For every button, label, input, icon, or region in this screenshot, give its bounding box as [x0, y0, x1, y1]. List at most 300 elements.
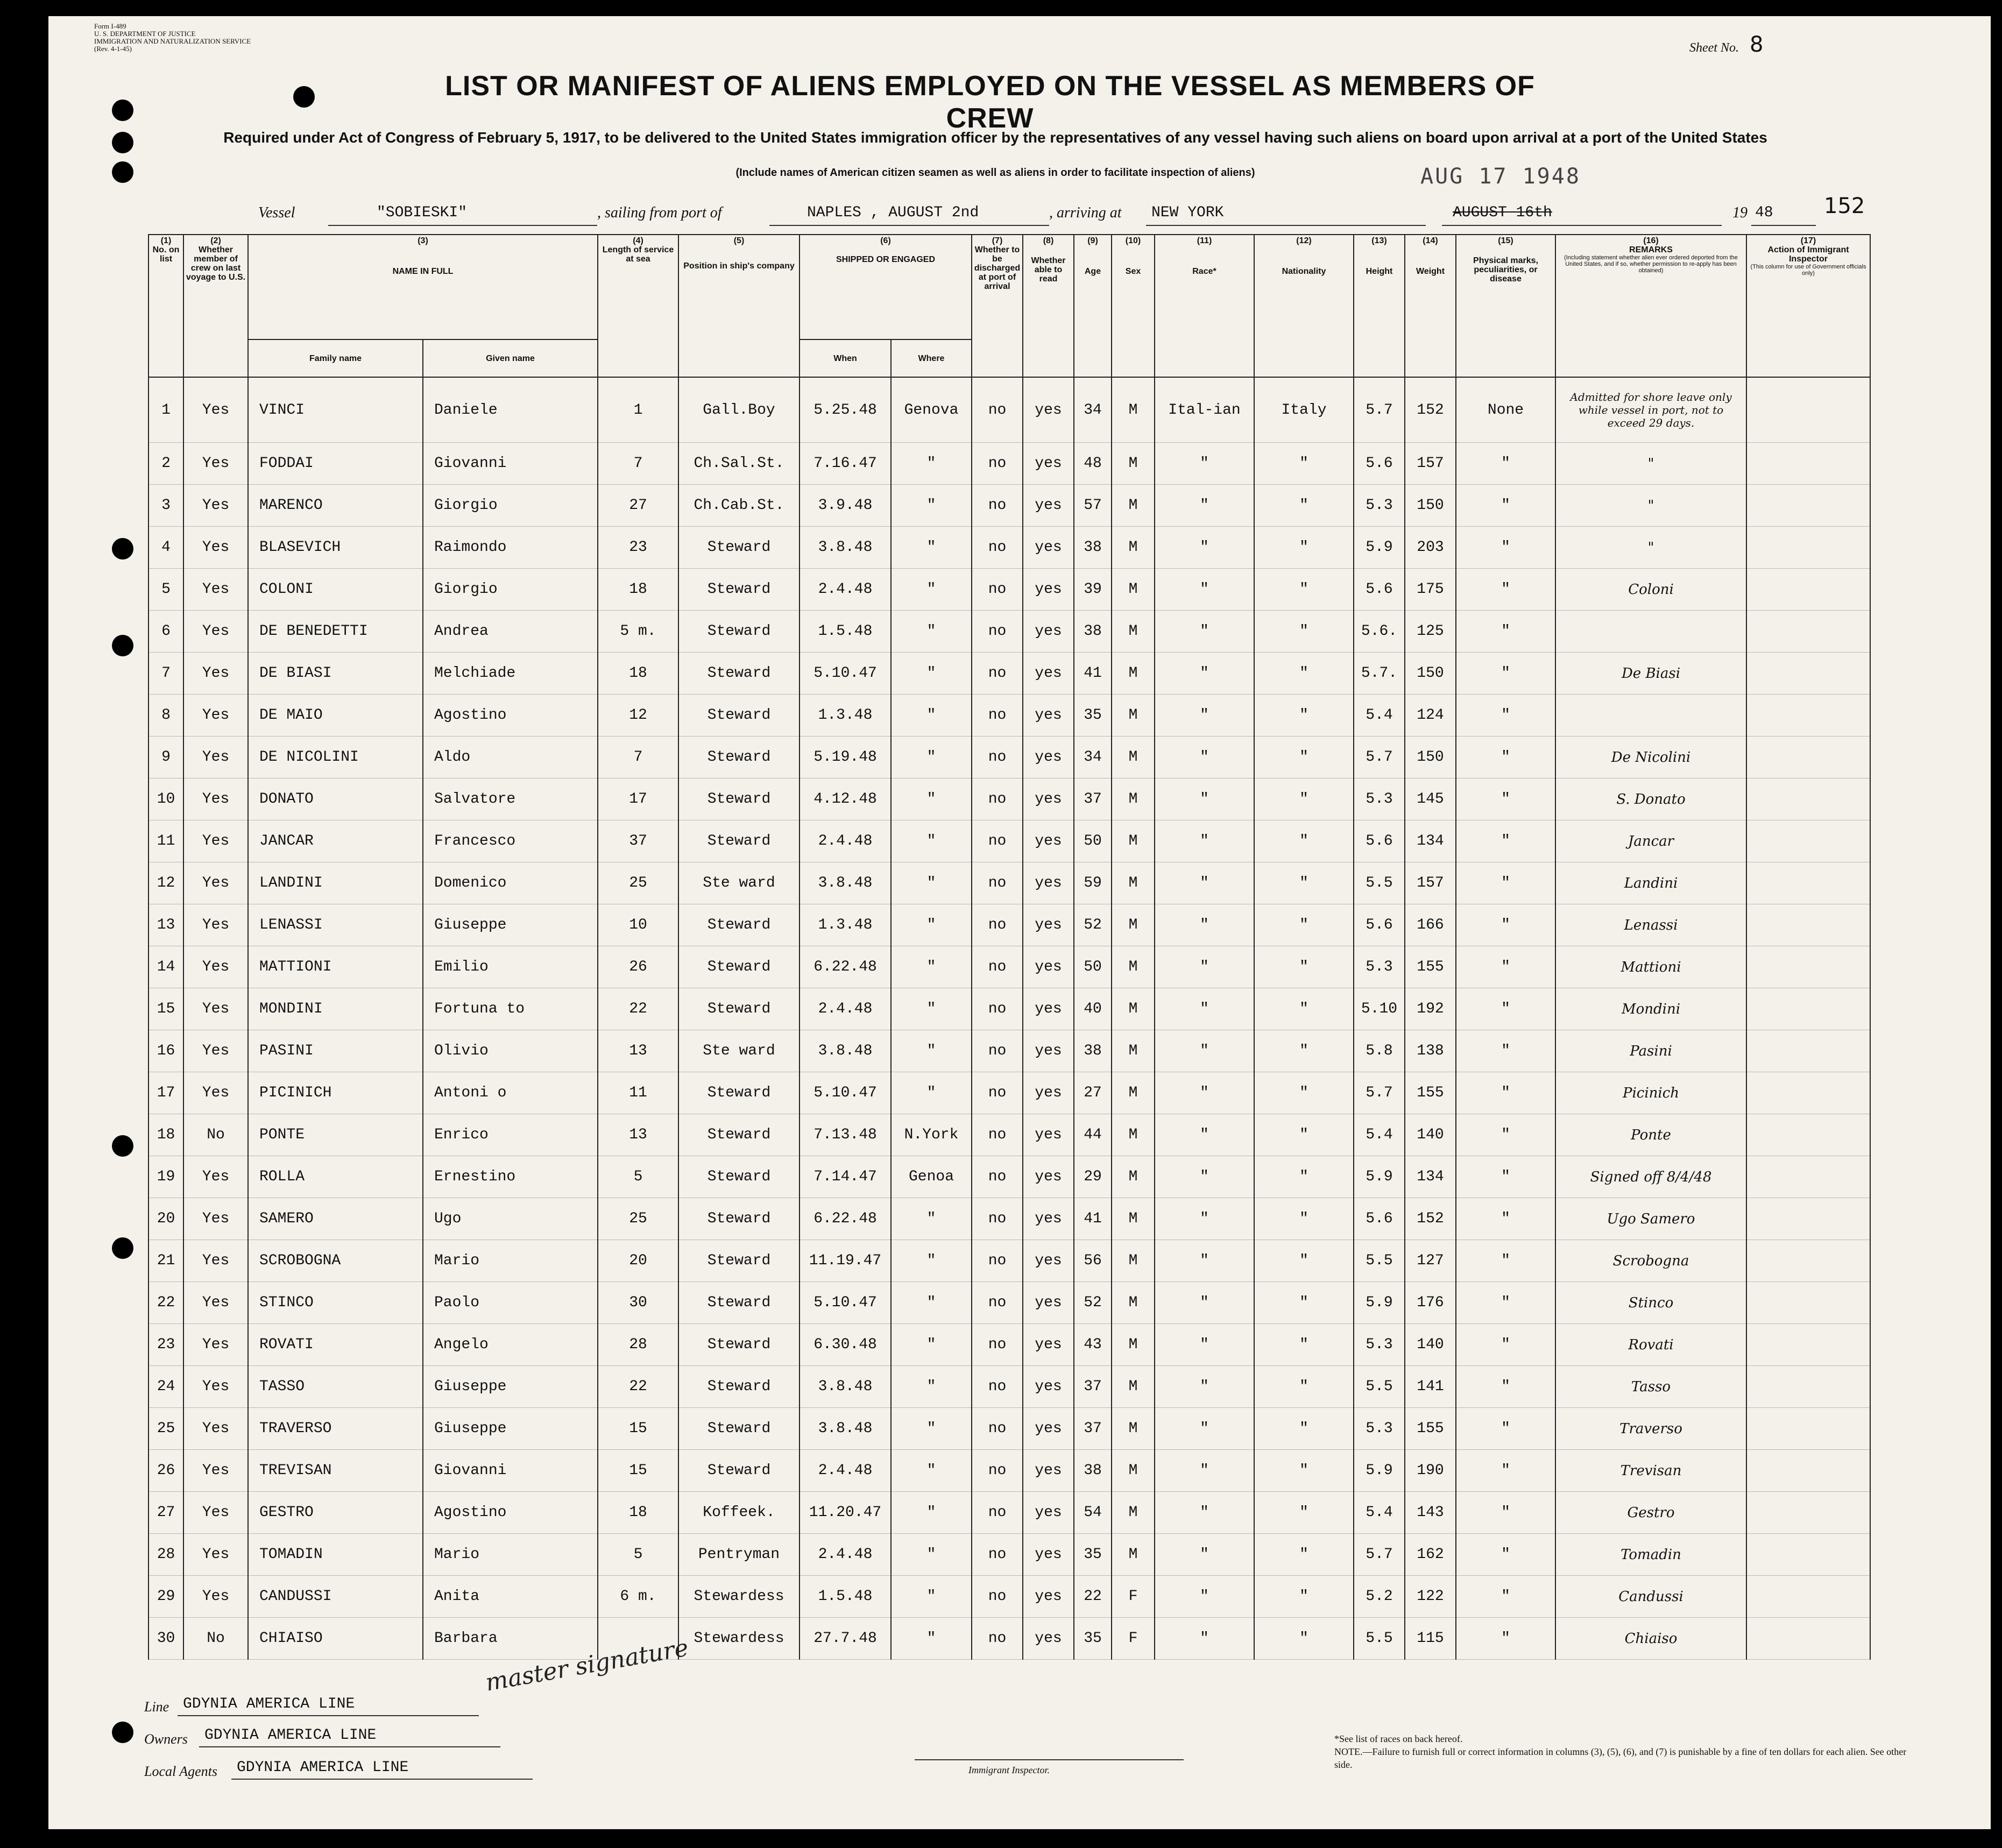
cell-age: 52 — [1074, 904, 1112, 946]
cell-where: " — [891, 443, 972, 485]
arriving-underline — [1146, 225, 1426, 226]
cell-service: 25 — [598, 862, 678, 904]
cell-remarks: Tasso — [1555, 1366, 1746, 1408]
col-age — [1074, 235, 1112, 377]
cell-nat: " — [1254, 904, 1354, 946]
cell-given: Giorgio — [423, 569, 598, 611]
punch-hole — [112, 1135, 133, 1157]
cell-service: 28 — [598, 1324, 678, 1366]
cell-weight: 157 — [1405, 443, 1456, 485]
cell-crew: Yes — [183, 527, 248, 569]
cell-when: 4.12.48 — [800, 778, 891, 820]
col-weight-num: (14) — [1423, 236, 1438, 245]
cell-marks: " — [1456, 1324, 1555, 1366]
cell-nat: " — [1254, 862, 1354, 904]
cell-weight: 190 — [1405, 1450, 1456, 1492]
revision: (Rev. 4-1-45) — [94, 45, 132, 53]
col-marks — [1456, 235, 1555, 377]
cell-position: Stewardess — [678, 1618, 800, 1660]
cell-service: 7 — [598, 737, 678, 778]
cell-disch: no — [972, 1408, 1023, 1450]
cell-weight: 176 — [1405, 1282, 1456, 1324]
cell-no: 14 — [148, 946, 183, 988]
cell-disch: no — [972, 1576, 1023, 1618]
cell-when: 2.4.48 — [800, 820, 891, 862]
cell-position: Steward — [678, 737, 800, 778]
cell-family: PICINICH — [248, 1072, 423, 1114]
cell-position: Steward — [678, 1240, 800, 1282]
cell-read: yes — [1023, 1114, 1074, 1156]
cell-no: 16 — [148, 1030, 183, 1072]
cell-where: " — [891, 1198, 972, 1240]
cell-height: 5.2 — [1354, 1576, 1405, 1618]
cell-when: 27.7.48 — [800, 1618, 891, 1660]
table-row — [148, 1408, 1870, 1450]
cell-position: Ste ward — [678, 862, 800, 904]
cell-where: " — [891, 904, 972, 946]
col-name-label: NAME IN FULL — [392, 267, 454, 276]
cell-remarks: Ugo Samero — [1555, 1198, 1746, 1240]
cell-crew: Yes — [183, 737, 248, 778]
cell-remarks — [1555, 611, 1746, 653]
cell-marks: " — [1456, 1114, 1555, 1156]
cell-no: 20 — [148, 1198, 183, 1240]
col-position-num: (5) — [733, 236, 745, 245]
cell-race: " — [1155, 737, 1254, 778]
cell-nat: " — [1254, 1198, 1354, 1240]
cell-nat: " — [1254, 1450, 1354, 1492]
cell-given: Raimondo — [423, 527, 598, 569]
arriving-port: NEW YORK — [1151, 204, 1224, 221]
cell-crew: Yes — [183, 820, 248, 862]
cell-height: 5.3 — [1354, 1408, 1405, 1450]
cell-read: yes — [1023, 485, 1074, 527]
cell-family: SAMERO — [248, 1198, 423, 1240]
cell-given: Giovanni — [423, 1450, 598, 1492]
cell-crew: No — [183, 1114, 248, 1156]
cell-remarks: S. Donato — [1555, 778, 1746, 820]
col-marks-num: (15) — [1498, 236, 1513, 245]
cell-crew: Yes — [183, 1240, 248, 1282]
cell-crew: Yes — [183, 1408, 248, 1450]
cell-read: yes — [1023, 1618, 1074, 1660]
cell-service: 22 — [598, 1366, 678, 1408]
cell-read: yes — [1023, 1198, 1074, 1240]
cell-height: 5.5 — [1354, 1366, 1405, 1408]
cell-weight: 143 — [1405, 1492, 1456, 1534]
cell-race: " — [1155, 611, 1254, 653]
cell-marks: " — [1456, 737, 1555, 778]
cell-age: 22 — [1074, 1576, 1112, 1618]
cell-race: " — [1155, 653, 1254, 695]
cell-sex: M — [1112, 485, 1155, 527]
cell-no: 11 — [148, 820, 183, 862]
cell-where: " — [891, 988, 972, 1030]
cell-service: 22 — [598, 988, 678, 1030]
cell-weight: 175 — [1405, 569, 1456, 611]
cell-remarks: De Nicolini — [1555, 737, 1746, 778]
cell-given: Andrea — [423, 611, 598, 653]
cell-no: 24 — [148, 1366, 183, 1408]
table-row — [148, 946, 1870, 988]
footnote-races: *See list of races on back hereof. — [1334, 1733, 1463, 1744]
cell-disch: no — [972, 1030, 1023, 1072]
table-row — [148, 737, 1870, 778]
cell-marks: " — [1456, 443, 1555, 485]
col-no-label: No. on list — [152, 245, 180, 264]
cell-age: 37 — [1074, 1366, 1112, 1408]
cell-age: 37 — [1074, 778, 1112, 820]
cell-disch: no — [972, 1450, 1023, 1492]
cell-race: " — [1155, 569, 1254, 611]
col-shipped — [800, 235, 972, 339]
cell-given: Francesco — [423, 820, 598, 862]
cell-sex: M — [1112, 443, 1155, 485]
cell-where: " — [891, 1366, 972, 1408]
cell-age: 29 — [1074, 1156, 1112, 1198]
cell-where: " — [891, 485, 972, 527]
cell-family: DE BENEDETTI — [248, 611, 423, 653]
cell-race: " — [1155, 1618, 1254, 1660]
cell-height: 5.4 — [1354, 1492, 1405, 1534]
cell-given: Enrico — [423, 1114, 598, 1156]
table-row — [148, 611, 1870, 653]
cell-crew: No — [183, 1618, 248, 1660]
cell-crew: Yes — [183, 1198, 248, 1240]
cell-height: 5.8 — [1354, 1030, 1405, 1072]
col-name — [248, 235, 598, 339]
col-crew-num: (2) — [210, 236, 221, 245]
vessel-underline — [328, 225, 597, 226]
cell-age: 34 — [1074, 377, 1112, 443]
cell-given: Giorgio — [423, 485, 598, 527]
vessel-name: "SOBIESKI" — [377, 204, 468, 221]
cell-sex: F — [1112, 1618, 1155, 1660]
cell-service: 6 m. — [598, 1576, 678, 1618]
cell-remarks: Scrobogna — [1555, 1240, 1746, 1282]
col-height-num: (13) — [1371, 236, 1387, 245]
cell-crew: Yes — [183, 1450, 248, 1492]
cell-nat: Italy — [1254, 377, 1354, 443]
line-label: Line — [144, 1699, 169, 1715]
cell-disch: no — [972, 1492, 1023, 1534]
cell-action — [1746, 904, 1870, 946]
col-position-label: Position in ship's company — [683, 261, 795, 271]
sheet-value: 8 — [1749, 32, 1764, 57]
cell-race: Ital-ian — [1155, 377, 1254, 443]
cell-where: " — [891, 1240, 972, 1282]
cell-weight: 140 — [1405, 1324, 1456, 1366]
cell-crew: Yes — [183, 1492, 248, 1534]
cell-position: Steward — [678, 1324, 800, 1366]
cell-family: TRAVERSO — [248, 1408, 423, 1450]
cell-crew: Yes — [183, 1534, 248, 1576]
cell-action — [1746, 1198, 1870, 1240]
col-remarks — [1555, 235, 1746, 377]
table-row — [148, 1366, 1870, 1408]
cell-given: Aldo — [423, 737, 598, 778]
cell-age: 34 — [1074, 737, 1112, 778]
cell-disch: no — [972, 485, 1023, 527]
footnote-fine: NOTE.—Failure to furnish full or correct information in columns (3), (5), (6), and (7) is punishable by a fine of ten dollars for each alien. See other side. — [1334, 1746, 1907, 1770]
cell-when: 2.4.48 — [800, 1450, 891, 1492]
cell-read: yes — [1023, 1408, 1074, 1450]
cell-height: 5.3 — [1354, 946, 1405, 988]
inspector-label: Immigrant Inspector. — [968, 1765, 1050, 1775]
footnote — [1334, 1732, 1926, 1771]
cell-remarks: Trevisan — [1555, 1450, 1746, 1492]
cell-when: 5.25.48 — [800, 377, 891, 443]
cell-crew: Yes — [183, 695, 248, 737]
cell-age: 35 — [1074, 1618, 1112, 1660]
cell-remarks: Gestro — [1555, 1492, 1746, 1534]
cell-height: 5.3 — [1354, 485, 1405, 527]
cell-sex: M — [1112, 1450, 1155, 1492]
cell-height: 5.6 — [1354, 904, 1405, 946]
cell-position: Steward — [678, 1366, 800, 1408]
col-action-sub: (This column for use of Government officials only) — [1750, 264, 1866, 277]
cell-age: 41 — [1074, 653, 1112, 695]
cell-where: " — [891, 611, 972, 653]
cell-service: 20 — [598, 1240, 678, 1282]
col-read-num: (8) — [1043, 236, 1054, 245]
cell-height: 5.9 — [1354, 1450, 1405, 1492]
cell-family: TOMADIN — [248, 1534, 423, 1576]
cell-family: VINCI — [248, 377, 423, 443]
cell-remarks: Pasini — [1555, 1030, 1746, 1072]
cell-crew: Yes — [183, 1072, 248, 1114]
cell-when: 3.9.48 — [800, 485, 891, 527]
cell-remarks: Candussi — [1555, 1576, 1746, 1618]
cell-race: " — [1155, 1492, 1254, 1534]
owners-underline — [199, 1746, 500, 1747]
cell-disch: no — [972, 1072, 1023, 1114]
cell-action — [1746, 1072, 1870, 1114]
cell-age: 59 — [1074, 862, 1112, 904]
cell-no: 22 — [148, 1282, 183, 1324]
cell-when: 7.13.48 — [800, 1114, 891, 1156]
cell-remarks: " — [1555, 443, 1746, 485]
col-marks-label: Physical marks, peculiarities, or disease — [1473, 256, 1538, 284]
cell-nat: " — [1254, 1618, 1354, 1660]
cell-where: " — [891, 569, 972, 611]
cell-weight: 152 — [1405, 377, 1456, 443]
col-remarks-sub: (Including statement whether alien ever ordered deported from the United States, and if so, whether permission to re-apply has been obtained) — [1564, 254, 1738, 274]
cell-given: Salvatore — [423, 778, 598, 820]
col-service — [598, 235, 678, 377]
cell-weight: 138 — [1405, 1030, 1456, 1072]
cell-no: 7 — [148, 653, 183, 695]
col-nationality-num: (12) — [1296, 236, 1312, 245]
cell-weight: 152 — [1405, 1198, 1456, 1240]
col-where: Where — [891, 339, 972, 377]
cell-height: 5.5 — [1354, 862, 1405, 904]
cell-when: 3.8.48 — [800, 527, 891, 569]
cell-position: Ch.Sal.St. — [678, 443, 800, 485]
cell-when: 6.22.48 — [800, 1198, 891, 1240]
cell-height: 5.6 — [1354, 443, 1405, 485]
cell-family: MARENCO — [248, 485, 423, 527]
cell-crew: Yes — [183, 862, 248, 904]
cell-where: " — [891, 1492, 972, 1534]
cell-nat: " — [1254, 1492, 1354, 1534]
punch-hole — [112, 161, 133, 183]
cell-remarks: " — [1555, 485, 1746, 527]
cell-race: " — [1155, 1324, 1254, 1366]
cell-remarks: Picinich — [1555, 1072, 1746, 1114]
cell-where: " — [891, 737, 972, 778]
cell-remarks: Coloni — [1555, 569, 1746, 611]
cell-sex: F — [1112, 1576, 1155, 1618]
cell-position: Steward — [678, 653, 800, 695]
cell-action — [1746, 1282, 1870, 1324]
cell-marks: " — [1456, 988, 1555, 1030]
cell-sex: M — [1112, 946, 1155, 988]
cell-race: " — [1155, 1450, 1254, 1492]
cell-weight: 124 — [1405, 695, 1456, 737]
cell-remarks: Admitted for shore leave only while vessel in port, not to exceed 29 days. — [1555, 377, 1746, 443]
cell-weight: 162 — [1405, 1534, 1456, 1576]
cell-given: Antoni o — [423, 1072, 598, 1114]
cell-read: yes — [1023, 778, 1074, 820]
cell-nat: " — [1254, 611, 1354, 653]
cell-position: Steward — [678, 904, 800, 946]
master-signature: master signature — [483, 1634, 691, 1697]
cell-nat: " — [1254, 1030, 1354, 1072]
vessel-label: Vessel — [258, 204, 295, 221]
cell-service: 18 — [598, 569, 678, 611]
date-underline — [1442, 225, 1722, 226]
cell-disch: no — [972, 695, 1023, 737]
col-crew — [183, 235, 248, 377]
cell-weight: 125 — [1405, 611, 1456, 653]
cell-age: 44 — [1074, 1114, 1112, 1156]
cell-race: " — [1155, 862, 1254, 904]
cell-read: yes — [1023, 611, 1074, 653]
cell-weight: 157 — [1405, 862, 1456, 904]
cell-position: Steward — [678, 1114, 800, 1156]
col-action-label: Action of Immigrant Inspector — [1767, 245, 1849, 264]
cell-no: 30 — [148, 1618, 183, 1660]
cell-nat: " — [1254, 1534, 1354, 1576]
col-given-name: Given name — [423, 339, 598, 377]
cell-family: STINCO — [248, 1282, 423, 1324]
col-name-num: (3) — [418, 236, 428, 245]
cell-sex: M — [1112, 862, 1155, 904]
cell-height: 5.9 — [1354, 527, 1405, 569]
col-height-label: Height — [1366, 267, 1393, 276]
cell-crew: Yes — [183, 1324, 248, 1366]
cell-height: 5.10 — [1354, 988, 1405, 1030]
cell-remarks: Landini — [1555, 862, 1746, 904]
cell-race: " — [1155, 695, 1254, 737]
cell-nat: " — [1254, 695, 1354, 737]
cell-marks: " — [1456, 946, 1555, 988]
cell-weight: 155 — [1405, 946, 1456, 988]
cell-action — [1746, 737, 1870, 778]
cell-no: 19 — [148, 1156, 183, 1198]
cell-given: Olivio — [423, 1030, 598, 1072]
cell-remarks: Traverso — [1555, 1408, 1746, 1450]
sheet-number — [1689, 32, 1763, 57]
cell-nat: " — [1254, 1240, 1354, 1282]
cell-height: 5.3 — [1354, 1324, 1405, 1366]
cell-service: 25 — [598, 1198, 678, 1240]
table-row — [148, 988, 1870, 1030]
owners-value: GDYNIA AMERICA LINE — [204, 1727, 377, 1744]
cell-read: yes — [1023, 1576, 1074, 1618]
cell-service: 27 — [598, 485, 678, 527]
cell-sex: M — [1112, 1114, 1155, 1156]
cell-family: PASINI — [248, 1030, 423, 1072]
subtitle-note: (Include names of American citizen seamen as well as aliens in order to facilitate inspection of aliens) — [735, 167, 1255, 179]
cell-family: DONATO — [248, 778, 423, 820]
cell-remarks: Mondini — [1555, 988, 1746, 1030]
cell-family: TREVISAN — [248, 1450, 423, 1492]
service: IMMIGRATION AND NATURALIZATION SERVICE — [94, 37, 251, 45]
cell-height: 5.7. — [1354, 653, 1405, 695]
cell-position: Steward — [678, 778, 800, 820]
table-row — [148, 1576, 1870, 1618]
cell-weight: 203 — [1405, 527, 1456, 569]
cell-height: 5.7 — [1354, 737, 1405, 778]
cell-where: " — [891, 1408, 972, 1450]
cell-position: Steward — [678, 1282, 800, 1324]
cell-sex: M — [1112, 1282, 1155, 1324]
cell-nat: " — [1254, 988, 1354, 1030]
cell-given: Angelo — [423, 1324, 598, 1366]
port-underline — [769, 225, 1049, 226]
cell-marks: " — [1456, 1240, 1555, 1282]
cell-sex: M — [1112, 1366, 1155, 1408]
cell-no: 29 — [148, 1576, 183, 1618]
cell-read: yes — [1023, 1072, 1074, 1114]
col-discharge — [972, 235, 1023, 377]
col-sex — [1112, 235, 1155, 377]
cell-remarks: Stinco — [1555, 1282, 1746, 1324]
cell-disch: no — [972, 778, 1023, 820]
cell-disch: no — [972, 1198, 1023, 1240]
cell-given: Ernestino — [423, 1156, 598, 1198]
cell-service: 10 — [598, 904, 678, 946]
cell-family: ROLLA — [248, 1156, 423, 1198]
cell-no: 1 — [148, 377, 183, 443]
cell-position: Steward — [678, 695, 800, 737]
cell-marks: " — [1456, 695, 1555, 737]
table-row — [148, 1618, 1870, 1660]
cell-disch: no — [972, 1282, 1023, 1324]
table-row — [148, 1324, 1870, 1366]
department: U. S. DEPARTMENT OF JUSTICE — [94, 30, 196, 38]
table-row — [148, 527, 1870, 569]
col-age-label: Age — [1084, 267, 1101, 276]
col-action-num: (17) — [1800, 236, 1816, 245]
cell-no: 18 — [148, 1114, 183, 1156]
cell-family: DE MAIO — [248, 695, 423, 737]
col-race-label: Race* — [1192, 267, 1216, 276]
cell-family: FODDAI — [248, 443, 423, 485]
table-row — [148, 1282, 1870, 1324]
cell-crew: Yes — [183, 988, 248, 1030]
cell-family: TASSO — [248, 1366, 423, 1408]
cell-service: 15 — [598, 1450, 678, 1492]
cell-action — [1746, 1156, 1870, 1198]
cell-action — [1746, 946, 1870, 988]
cell-family: DE NICOLINI — [248, 737, 423, 778]
cell-given: Giuseppe — [423, 1366, 598, 1408]
cell-weight: 115 — [1405, 1618, 1456, 1660]
cell-read: yes — [1023, 820, 1074, 862]
